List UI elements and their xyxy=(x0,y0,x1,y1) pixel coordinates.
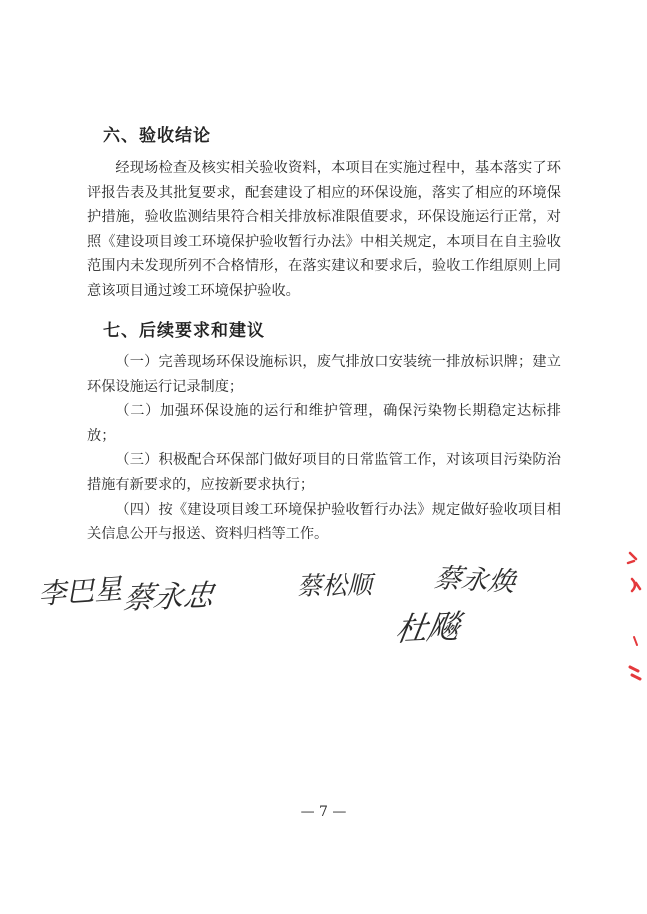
section-6-heading: 六、验收结论 xyxy=(103,126,211,146)
requirement-item-1: （一）完善现场环保设施标识，废气排放口安装统一排放标识牌；建立环保设施运行记录制度； xyxy=(87,354,561,395)
signature-1: 李巴星 xyxy=(37,572,124,611)
signature-5: 杜飚 xyxy=(392,607,463,649)
section-7-body xyxy=(87,350,561,547)
requirement-item-4: （四）按《建设项目竣工环境保护验收暂行办法》规定做好验收项目相关信息公开与报送、资料归档等工作。 xyxy=(87,501,561,543)
signature-2: 蔡永忠 xyxy=(121,578,216,617)
signature-4: 蔡永焕 xyxy=(431,562,519,598)
section-6-paragraph: 经现场检查及核实相关验收资料，本项目在实施过程中，基本落实了环评报告表及其批复要求，配套建设了相应的环保设施，落实了相应的环境保护措施，验收监测结果符合相关排放标准限值要求，环保设施运行正常，对照《建设项目竣工环境保护验收暂行办法》中相关规定，本项目在自主验收范围内未发现所列不合格情形，在落实建议和要求后，验收工作组原则上同意该项目通过竣工环境保护验收。 xyxy=(87,160,561,299)
section-6-body xyxy=(87,156,561,304)
seal-fragment xyxy=(624,545,644,695)
requirement-item-2: （二）加强环保设施的运行和维护管理，确保污染物长期稳定达标排放； xyxy=(87,403,561,444)
section-7-heading: 七、后续要求和建议 xyxy=(103,321,265,341)
signature-3: 蔡松顺 xyxy=(296,570,373,601)
requirement-item-3: （三）积极配合环保部门做好项目的日常监管工作，对该项目污染防治措施有新要求的，应按新要求执行； xyxy=(87,452,561,493)
page-number: — 7 — xyxy=(300,804,347,820)
